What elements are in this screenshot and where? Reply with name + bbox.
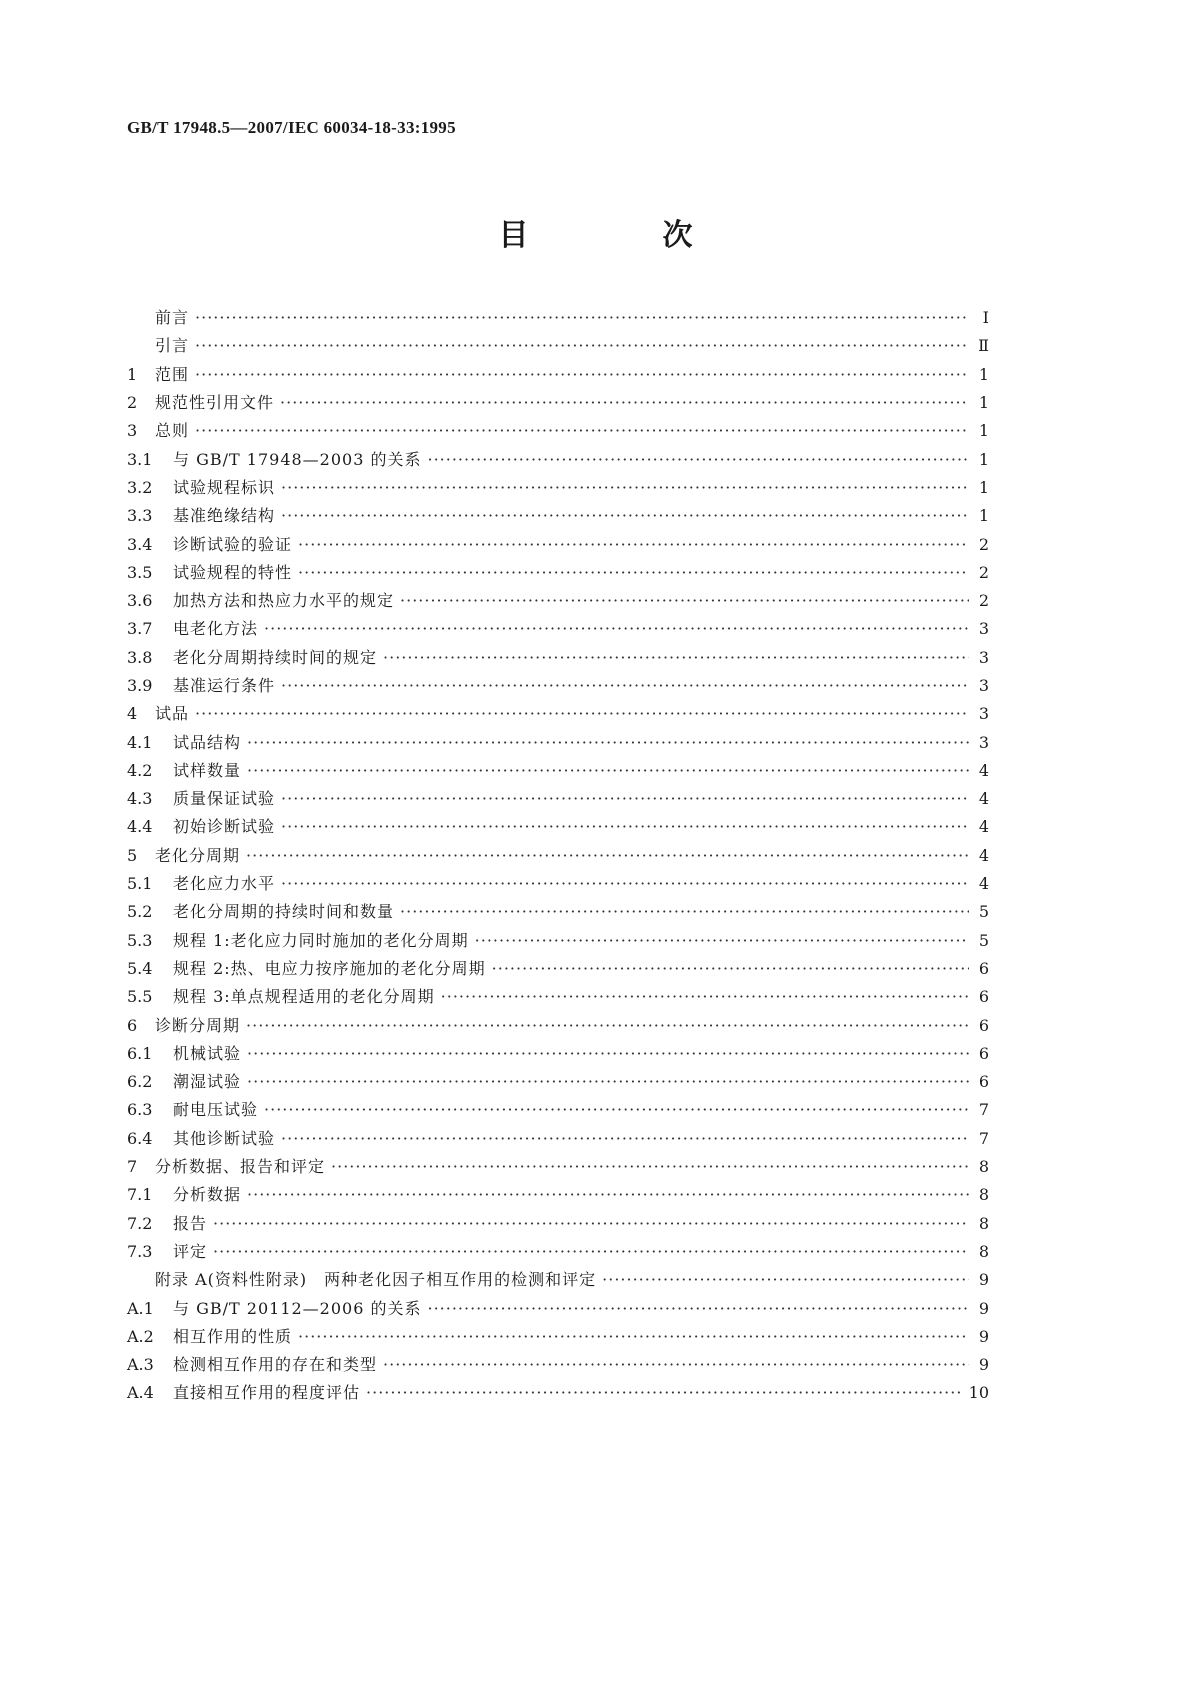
toc-entry-number: 1 [127, 364, 138, 384]
toc-entry-page: 3 [978, 676, 989, 695]
leader-dots [195, 706, 969, 722]
toc-entry-page: 4 [978, 817, 989, 837]
toc-entry-page: 9 [978, 1270, 989, 1290]
toc-entry[interactable] [127, 1153, 989, 1181]
toc-entry-number: 4.3 [127, 789, 153, 809]
leader-dots [281, 1131, 969, 1147]
toc-entry-page: 1 [978, 364, 989, 384]
toc-entry-page: 8 [978, 1157, 989, 1177]
toc-entry-page: 5 [978, 930, 989, 950]
toc-entry-number: A.1 [127, 1298, 154, 1318]
toc-entry-label: 潮湿试验 [173, 1072, 242, 1092]
toc-entry[interactable] [127, 502, 989, 530]
toc-entry[interactable] [127, 474, 989, 502]
toc-entry[interactable] [127, 1210, 989, 1238]
leader-dots [247, 735, 969, 751]
toc-entry-number: 7 [127, 1157, 138, 1177]
toc-entry[interactable] [127, 615, 989, 643]
toc-entry-page: 9 [978, 1355, 989, 1375]
toc-entry-label: 其他诊断试验 [173, 1128, 276, 1148]
toc-entry-page: 7 [978, 1128, 989, 1148]
toc-entry-page: 4 [978, 845, 989, 865]
leader-dots [281, 791, 969, 807]
toc-entry-number: 3.1 [127, 449, 153, 469]
toc-entry-number: 5.5 [127, 987, 153, 1007]
toc-entry-label: 规程 2:热、电应力按序施加的老化分周期 [173, 958, 486, 978]
toc-entry-label: 初始诊断试验 [173, 817, 276, 837]
toc-entry[interactable] [127, 1068, 989, 1096]
toc-entry-page: 8 [978, 1185, 989, 1205]
toc-entry-label: 相互作用的性质 [173, 1326, 293, 1346]
toc-entry[interactable] [127, 361, 989, 389]
toc-entry-label: 直接相互作用的程度评估 [173, 1383, 361, 1403]
toc-entry[interactable] [127, 842, 989, 870]
toc-entry-label: 试验规程标识 [173, 477, 276, 497]
leader-dots [213, 1216, 969, 1232]
toc-entry-number: 4.2 [127, 760, 153, 780]
toc-entry-page: 4 [978, 760, 989, 780]
leader-dots [298, 537, 969, 553]
toc-entry-number: A.3 [127, 1355, 154, 1375]
toc-entry[interactable] [127, 1323, 989, 1351]
leader-dots [247, 1046, 969, 1062]
toc-entry-number: 4 [127, 704, 138, 724]
toc-entry-number: 3.7 [127, 619, 153, 639]
toc-entry-number: 4.4 [127, 817, 153, 837]
toc-entry-label: 分析数据、报告和评定 [155, 1157, 326, 1177]
leader-dots [280, 395, 969, 411]
toc-entry[interactable] [127, 417, 989, 445]
toc-entry-page: 8 [978, 1241, 989, 1261]
leader-dots [264, 1102, 969, 1118]
toc-entry-label: 与 GB/T 17948—2003 的关系 [173, 449, 422, 469]
toc-entry[interactable] [127, 983, 989, 1011]
leader-dots [281, 678, 969, 694]
toc-entry[interactable] [127, 587, 989, 615]
toc-entry[interactable] [127, 1181, 989, 1209]
toc-entry-label: 附录 A(资料性附录) 两种老化因子相互作用的检测和评定 [155, 1270, 597, 1290]
toc-entry-page: 9 [978, 1326, 989, 1346]
toc-entry-page: 2 [978, 591, 989, 611]
toc-entry[interactable] [127, 1011, 989, 1039]
toc-entry-number: 3.3 [127, 506, 153, 526]
toc-entry-number: 4.1 [127, 732, 153, 752]
toc-entry-page: 5 [978, 902, 989, 922]
leader-dots [281, 480, 969, 496]
leader-dots [298, 565, 969, 581]
leader-dots [281, 876, 969, 892]
toc-entry[interactable] [127, 927, 989, 955]
leader-dots [383, 1357, 969, 1373]
toc-entry[interactable] [127, 1096, 989, 1124]
toc-entry-label: 规范性引用文件 [155, 393, 275, 413]
table-of-contents [127, 304, 989, 1408]
toc-entry-label: 规程 3:单点规程适用的老化分周期 [173, 987, 435, 1007]
leader-dots [331, 1159, 969, 1175]
toc-entry-number: 5.3 [127, 930, 153, 950]
toc-entry-number: 5.1 [127, 874, 153, 894]
toc-entry-page: 1 [978, 477, 989, 497]
leader-dots [441, 989, 969, 1005]
toc-entry-page: 2 [978, 534, 989, 554]
leader-dots [298, 1329, 969, 1345]
toc-entry-label: 老化分周期的持续时间和数量 [173, 902, 395, 922]
toc-entry-label: 老化分周期持续时间的规定 [173, 647, 378, 667]
leader-dots [195, 423, 969, 439]
toc-entry-number: 6.1 [127, 1043, 153, 1063]
toc-entry-number: 3.5 [127, 562, 153, 582]
toc-entry[interactable] [127, 813, 989, 841]
toc-entry-number: 3.6 [127, 591, 153, 611]
toc-entry-page: 2 [978, 562, 989, 582]
leader-dots [247, 1187, 969, 1203]
toc-entry-page: 3 [978, 619, 989, 639]
toc-entry-number: 7.3 [127, 1241, 153, 1261]
toc-entry-page: 1 [978, 421, 989, 441]
leader-dots [492, 961, 969, 977]
toc-entry-page: 8 [978, 1213, 989, 1233]
toc-entry[interactable] [127, 389, 989, 417]
toc-entry-label: 试品 [155, 704, 190, 724]
toc-entry[interactable] [127, 530, 989, 558]
toc-entry-label: 规程 1:老化应力同时施加的老化分周期 [173, 930, 469, 950]
leader-dots [264, 621, 969, 637]
toc-entry[interactable] [127, 728, 989, 756]
toc-entry-number: 2 [127, 393, 138, 413]
toc-entry[interactable] [127, 1351, 989, 1379]
toc-entry-label: 前言 [155, 308, 190, 328]
toc-entry-label: 基准绝缘结构 [173, 506, 276, 526]
toc-entry-page: Ⅱ [978, 336, 989, 356]
leader-dots [475, 933, 969, 949]
toc-entry-page: 6 [978, 987, 989, 1007]
toc-entry-label: 试品结构 [173, 732, 242, 752]
leader-dots [195, 310, 969, 326]
toc-entry-number: 7.2 [127, 1213, 153, 1233]
toc-entry-label: 评定 [173, 1241, 208, 1261]
leader-dots [602, 1272, 969, 1288]
toc-entry[interactable] [127, 955, 989, 983]
toc-entry-number: 3.4 [127, 534, 153, 554]
toc-entry-page: 10 [968, 1383, 989, 1403]
leader-dots [246, 848, 969, 864]
leader-dots [281, 819, 969, 835]
toc-entry-page: 3 [978, 732, 989, 752]
toc-entry-label: 机械试验 [173, 1043, 242, 1063]
toc-entry-number: 7.1 [127, 1185, 153, 1205]
leader-dots [383, 650, 969, 666]
toc-entry-number: 3.8 [127, 647, 153, 667]
leader-dots [195, 338, 969, 354]
leader-dots [213, 1244, 969, 1260]
toc-entry[interactable] [127, 1238, 989, 1266]
toc-entry-page: 4 [978, 789, 989, 809]
toc-entry-label: 老化分周期 [155, 845, 241, 865]
toc-entry-number: A.4 [127, 1383, 154, 1403]
toc-entry-label: 总则 [155, 421, 190, 441]
leader-dots [247, 763, 969, 779]
toc-entry-number: 5.4 [127, 958, 153, 978]
toc-entry-label: 电老化方法 [173, 619, 259, 639]
toc-entry-label: 试验规程的特性 [173, 562, 293, 582]
toc-entry-label: 范围 [155, 364, 190, 384]
leader-dots [427, 452, 969, 468]
toc-entry-label: 质量保证试验 [173, 789, 276, 809]
toc-entry[interactable] [127, 644, 989, 672]
toc-entry[interactable] [127, 1125, 989, 1153]
toc-entry[interactable] [127, 1379, 989, 1407]
leader-dots [247, 1074, 969, 1090]
toc-entry-page: 7 [978, 1100, 989, 1120]
toc-entry[interactable] [127, 700, 989, 728]
toc-entry-number: 3.9 [127, 676, 153, 695]
toc-entry-page: 3 [978, 647, 989, 667]
toc-entry-number: A.2 [127, 1326, 154, 1346]
toc-entry-label: 基准运行条件 [173, 676, 276, 695]
leader-dots [400, 904, 969, 920]
toc-entry-number: 6.3 [127, 1100, 153, 1120]
leader-dots [281, 508, 969, 524]
standard-header: GB/T 17948.5—2007/IEC 60034-18-33:1995 [127, 118, 456, 137]
toc-entry[interactable] [127, 1040, 989, 1068]
toc-entry[interactable] [127, 1294, 989, 1322]
toc-entry-label: 老化应力水平 [173, 874, 276, 894]
toc-entry[interactable] [127, 445, 989, 473]
toc-entry-number: 6.2 [127, 1072, 153, 1092]
toc-entry-label: 分析数据 [173, 1185, 242, 1205]
toc-entry-label: 引言 [155, 336, 190, 356]
toc-entry-page: 1 [978, 449, 989, 469]
toc-entry[interactable] [127, 1266, 989, 1294]
toc-entry[interactable] [127, 898, 989, 926]
toc-entry-number: 6 [127, 1015, 138, 1035]
toc-entry-page: 4 [978, 874, 989, 894]
toc-entry[interactable] [127, 304, 989, 332]
leader-dots [195, 367, 969, 383]
toc-entry[interactable] [127, 332, 989, 360]
toc-entry-page: Ⅰ [982, 308, 989, 328]
toc-entry-number: 3.2 [127, 477, 153, 497]
toc-entry[interactable] [127, 870, 989, 898]
toc-entry-label: 检测相互作用的存在和类型 [173, 1355, 378, 1375]
toc-entry-number: 3 [127, 421, 138, 441]
toc-entry-page: 3 [978, 704, 989, 724]
leader-dots [427, 1301, 969, 1317]
leader-dots [246, 1018, 969, 1034]
toc-entry-page: 6 [978, 1043, 989, 1063]
toc-entry-label: 诊断分周期 [155, 1015, 241, 1035]
toc-entry-page: 6 [978, 1072, 989, 1092]
toc-entry-label: 报告 [173, 1213, 208, 1233]
toc-entry-label: 试样数量 [173, 760, 242, 780]
toc-entry[interactable] [127, 785, 989, 813]
toc-entry-number: 6.4 [127, 1128, 153, 1148]
toc-entry-page: 6 [978, 958, 989, 978]
toc-entry-label: 耐电压试验 [173, 1100, 259, 1120]
toc-entry[interactable] [127, 559, 989, 587]
toc-entry-page: 1 [978, 506, 989, 526]
toc-entry-page: 1 [978, 393, 989, 413]
toc-entry[interactable] [127, 672, 989, 700]
page-title: 目 次 [498, 218, 745, 253]
toc-entry-page: 9 [978, 1298, 989, 1318]
toc-entry-label: 诊断试验的验证 [173, 534, 293, 554]
leader-dots [366, 1385, 963, 1401]
toc-entry-label: 加热方法和热应力水平的规定 [173, 591, 395, 611]
toc-entry-number: 5 [127, 845, 138, 865]
toc-entry-label: 与 GB/T 20112—2006 的关系 [173, 1298, 422, 1318]
toc-entry-number: 5.2 [127, 902, 153, 922]
toc-entry[interactable] [127, 757, 989, 785]
leader-dots [400, 593, 969, 609]
toc-entry-page: 6 [978, 1015, 989, 1035]
